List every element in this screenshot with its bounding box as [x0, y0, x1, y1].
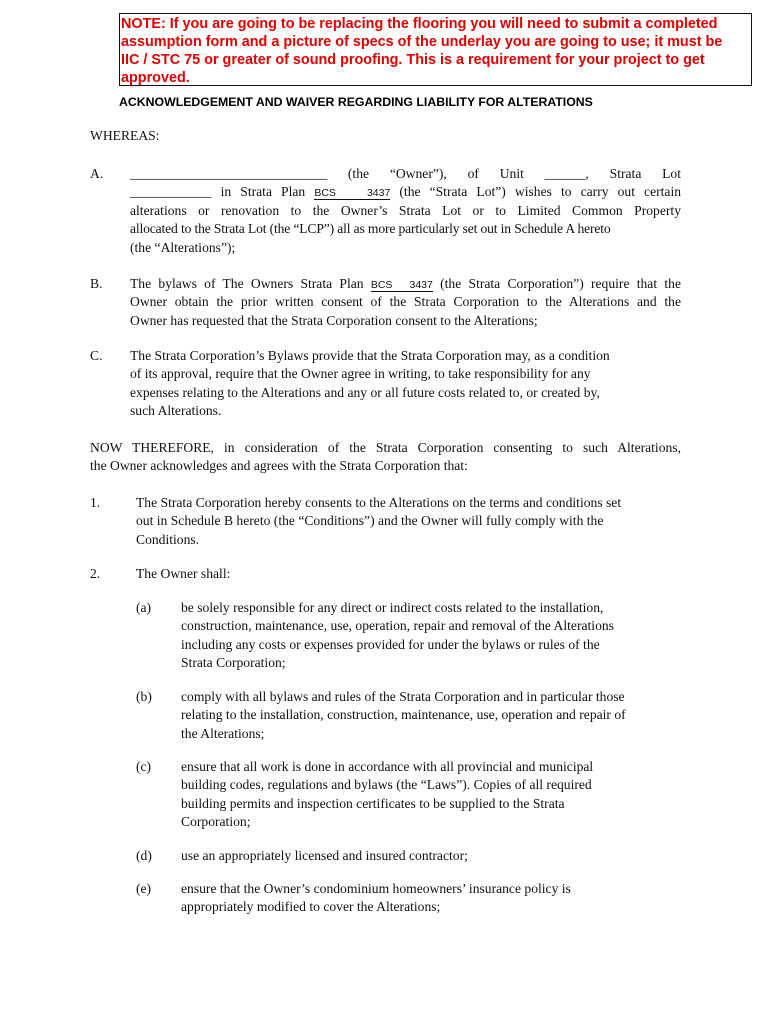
recital-a-plan-label: in Strata Plan: [220, 184, 306, 200]
strata-plan-field[interactable]: BCS 3437: [370, 279, 433, 291]
sub-a-line: Strata Corporation;: [181, 655, 286, 671]
recital-a-line: allocated to the Strata Lot (the “LCP”) all as more particularly set out in Schedule A hereto: [130, 221, 611, 237]
sub-c-line: ensure that all work is done in accordance with all provincial and municipal: [181, 759, 594, 774]
sub-a-line: including any costs or expenses provided for under the bylaws or rules of the: [181, 636, 600, 652]
owner-name-blank: _____________________________: [130, 166, 328, 181]
sub-c-line: building permits and inspection certificates to be supplied to the Strata: [181, 795, 565, 811]
sub-e-line: ensure that the Owner’s condominium homeowners’ insurance policy is: [181, 881, 571, 896]
sub-e-marker: (e): [136, 881, 152, 896]
note-line: NOTE: If you are going to be replacing the flooring you will need to submit a completed: [121, 16, 718, 32]
clause-1-text: [136, 494, 676, 549]
sub-d-line: use an appropriately licensed and insured contractor;: [181, 848, 468, 863]
recital-b-corp-def: (the Strata Corporation”) require that the: [440, 276, 681, 291]
strata-lot-blank: ____________: [130, 184, 212, 200]
clause-1-line: Conditions.: [136, 531, 200, 547]
recital-b-marker: B.: [90, 276, 103, 291]
note-line: approved.: [121, 70, 190, 86]
recital-a-line: [130, 165, 681, 183]
recital-b-line: Owner has requested that the Strata Corporation consent to the Alterations;: [130, 312, 538, 328]
sub-a-marker: (a): [136, 600, 152, 615]
sub-d-text: [181, 847, 468, 865]
note-line: IIC / STC 75 or greater of sound proofing. This is a requirement for your project to get: [121, 52, 705, 68]
recital-a-text: [130, 165, 681, 257]
recital-a-strata-lot-def: (the “Strata Lot”) wishes to carry out certain: [399, 184, 682, 200]
sub-a-line: construction, maintenance, use, operation, repair and removal of the Alterations: [181, 618, 614, 634]
sub-c-line: building codes, regulations and bylaws (the “Laws”). Copies of all required: [181, 777, 592, 793]
sub-a-line: be solely responsible for any direct or indirect costs related to the installation,: [181, 600, 604, 615]
recital-c-text: [130, 347, 675, 421]
sub-b-line: relating to the installation, construction, maintenance, use, operation and repair of: [181, 707, 626, 723]
recital-a-line: [130, 183, 681, 201]
recital-a-owner-unit: (the “Owner”), of Unit ______,: [347, 166, 589, 181]
sub-c-line: Corporation;: [181, 814, 251, 830]
sub-d-marker: (d): [136, 848, 152, 863]
recital-a-marker: A.: [90, 166, 104, 181]
recital-a-line: (the “Alterations”);: [130, 239, 236, 255]
recital-a-strata-lot: Strata Lot: [609, 166, 682, 181]
recital-b-line: Owner obtain the prior written consent of the Strata Corporation to the Alterations and the: [130, 294, 681, 310]
clause-1-line: The Strata Corporation hereby consents to the Alterations on the terms and conditions set: [136, 495, 622, 510]
sub-b-marker: (b): [136, 689, 152, 704]
sub-b-line: comply with all bylaws and rules of the Strata Corporation and in particular those: [181, 689, 625, 704]
now-therefore-line: NOW THEREFORE, in consideration of the Strata Corporation consenting to such Alterations,: [90, 440, 681, 455]
recital-b-bylaws-label: The bylaws of The Owners Strata Plan: [130, 276, 364, 291]
sub-e-line: appropriately modified to cover the Alterations;: [181, 899, 441, 915]
recital-b-text: [130, 275, 681, 330]
recital-c-line: The Strata Corporation’s Bylaws provide that the Strata Corporation may, as a condition: [130, 348, 610, 363]
flooring-note-box: [119, 13, 752, 86]
clause-2-text: The Owner shall:: [136, 566, 231, 581]
whereas-label: WHEREAS:: [90, 128, 160, 143]
clause-2-marker: 2.: [90, 566, 101, 581]
recital-b-line: [130, 275, 681, 293]
clause-1-marker: 1.: [90, 495, 101, 510]
sub-b-text: [181, 688, 626, 743]
document-title: ACKNOWLEDGEMENT AND WAIVER REGARDING LIABILITY FOR ALTERATIONS: [119, 95, 593, 109]
recital-a-line: alterations or renovation to the Owner’s Strata Lot or to Limited Common Property: [130, 202, 681, 218]
clause-1-line: out in Schedule B hereto (the “Conditions”) and the Owner will fully comply with the: [136, 513, 604, 529]
recital-c-line: expenses relating to the Alterations and any or all future costs related to, or created by,: [130, 384, 600, 400]
strata-plan-field[interactable]: BCS 3437: [314, 187, 391, 200]
recital-c-line: of its approval, require that the Owner agree in writing, to take responsibility for any: [130, 366, 591, 382]
recital-c-line: such Alterations.: [130, 403, 222, 419]
now-therefore-line: the Owner acknowledges and agrees with the Strata Corporation that:: [90, 458, 468, 474]
sub-a-text: [181, 599, 614, 673]
recital-c-marker: C.: [90, 348, 103, 363]
sub-c-marker: (c): [136, 759, 152, 774]
sub-e-text: [181, 880, 571, 917]
now-therefore-paragraph: [90, 439, 681, 476]
sub-c-text: [181, 758, 593, 832]
sub-b-line: the Alterations;: [181, 725, 265, 741]
note-line: assumption form and a picture of specs of the underlay you are going to use; it must be: [121, 34, 723, 50]
